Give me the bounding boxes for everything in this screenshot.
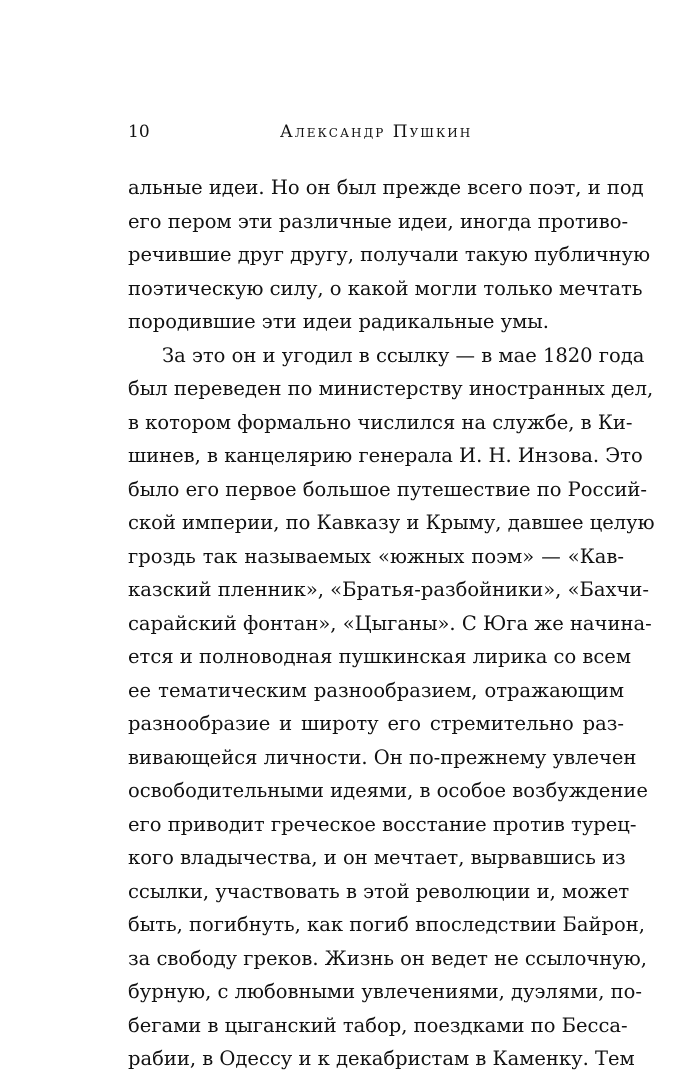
text-line: ссылки, участвовать в этой революции и, может (128, 879, 630, 903)
body-text (128, 171, 655, 1076)
text-line: кого владычества, и он мечтает, вырвавшись из (128, 846, 626, 869)
text-line: освободительными идеями, в особое возбуждение (128, 779, 648, 802)
text-line: гроздь так называемых «южных поэм» — «Кав- (128, 544, 624, 568)
text-line: быть, погибнуть, как погиб впоследствии Байрон, (128, 913, 645, 936)
text-line: в котором формально числился на службе, в Ки- (128, 410, 633, 434)
text-line: шинев, в канцелярию генерала И. Н. Инзова. Это (128, 444, 643, 467)
text-line: за свободу греков. Жизнь он ведет не ссылочную, (128, 946, 647, 970)
text-line: За это он и угодил в ссылку — в мае 1820 года (162, 343, 645, 367)
text-line: ее тематическим разнообразием, отражающим (128, 678, 624, 702)
text-line: речившие друг другу, получали такую публичную (128, 243, 651, 266)
text-line: рабии, в Одессу и к декабристам в Каменку. Тем (128, 1047, 635, 1070)
text-line: бегами в цыганский табор, поездками по Бесса- (128, 1013, 628, 1037)
running-head: Александр Пушкин (279, 122, 473, 142)
text-line: разнообразие и широту его стремительно раз- (128, 712, 624, 735)
text-line: сарайский фонтан», «Цыганы». С Юга же начина- (128, 611, 652, 635)
page-number: 10 (128, 122, 150, 142)
text-line: казский пленник», «Братья-разбойники», «Бахчи- (128, 578, 649, 601)
text-line: поэтическую силу, о какой могли только мечтать (128, 276, 643, 300)
text-line: ской империи, по Кавказу и Крыму, давшее целую (128, 511, 655, 534)
page-header (128, 120, 624, 144)
text-line: альные идеи. Но он был прежде всего поэт, и под (128, 176, 644, 199)
text-line: было его первое большое путешествие по Россий- (128, 477, 647, 501)
text-line: породившие эти идеи радикальные умы. (128, 310, 549, 333)
text-line: вивающейся личности. Он по-прежнему увлечен (128, 745, 637, 769)
text-line: его пером эти различные идеи, иногда противо- (128, 209, 629, 233)
text-line: был переведен по министерству иностранных дел, (128, 377, 654, 400)
text-line: ется и полноводная пушкинская лирика со всем (128, 645, 632, 668)
text-line: бурную, с любовными увлечениями, дуэлями, по- (128, 980, 643, 1003)
text-line: его приводит греческое восстание против турец- (128, 812, 637, 836)
